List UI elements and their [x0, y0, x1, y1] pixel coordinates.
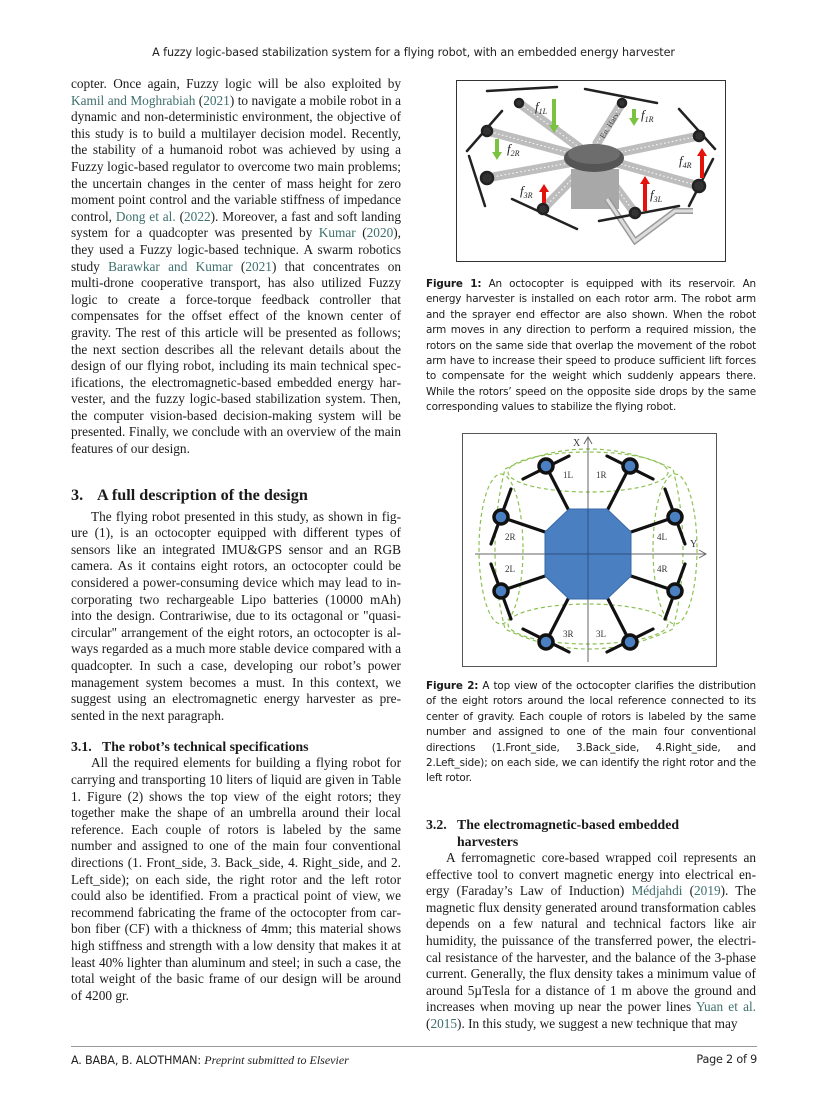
author-names: A. BABA, B. ALOTHMAN: [71, 1054, 201, 1067]
figure-2-caption [426, 679, 756, 787]
section-3-2 [426, 816, 756, 1033]
x-axis-label: X [573, 438, 581, 449]
section-3-2-heading [426, 816, 756, 850]
subsection-title-line2: harvesters [457, 834, 519, 849]
citation-link[interactable]: 2020 [366, 225, 394, 241]
label-f4r: $f_{4R}$ [679, 153, 692, 170]
rotor-4l [668, 510, 682, 524]
subsection-number: 3.1. [71, 739, 92, 755]
citation-link[interactable]: Kamil and Moghrabiah [71, 92, 196, 108]
figure-1-caption-text: An octocopter is equipped with its reservoir. An energy harvester is installed on each rotor arm. The robot arm and the sprayer end effector are also shown. When the robot arm moves in any direction to perform a required mission, the rotors on the same side that overlap the movement of the robot arm have to increase their speed to produce sufficient lift forces to compensate for the weight which suddenly appears there. While the rotors’ speed on the opposite side drops by the same corresponding values to stabilize the flying robot. [426, 278, 756, 414]
label-2r: 2R [505, 532, 516, 542]
subsection-title-line1: The electromagnetic-based embedded [457, 817, 679, 832]
rotor-2l [494, 584, 508, 598]
rotor-1r [623, 459, 637, 473]
label-4r: 4R [657, 564, 668, 574]
rotor-3l [623, 635, 637, 649]
y-axis-label: Y [690, 539, 698, 550]
text-run: ( [426, 1015, 431, 1031]
label-f3l: $f_{3L}$ [650, 187, 663, 204]
text-run: ( [195, 92, 204, 108]
text-run: ( [175, 208, 185, 224]
text-run: ( [355, 225, 367, 241]
text-run: ( [232, 258, 246, 274]
arrow-f1r-down [629, 109, 639, 126]
figure-2-label: Figure 2: [426, 680, 479, 692]
footer-divider [71, 1046, 757, 1047]
figure-2-image [462, 433, 717, 667]
label-3r: 3R [563, 629, 574, 639]
label-f1r: $f_{1R}$ [641, 107, 654, 124]
section-3-1-paragraph: All the required elements for building a flying robot for carrying and transporting 10 liters of liquid are given in Table 1. Figure (2) shows the top view of the eight rotors; they together make the shape of an umbrella around their local reference. Each couple of rotors is labeled by the same number and assigned to one of the main four conventional directions (1. Front_side, 3. Back_side, 4. Right_side, and 2. Left_side); on each side, the right rotor and the left rotor could also be identified. From a practical point of view, we recommend fabricating the frame of the octocopter from carbon fiber (CF) with a thickness of 4mm; this material shows high stiffness and strength with a low density that makes it at least 40% lighter than aluminum and steel; in such a case, the total weight of the basic frame of our design will be around of 4200 gr. [71, 755, 401, 1003]
footer-authors [71, 1053, 349, 1068]
label-3l: 3L [596, 629, 606, 639]
arrow-f2r-down [492, 139, 502, 160]
citation-link[interactable]: 2021 [203, 92, 230, 108]
label-4l: 4L [657, 532, 667, 542]
label-1l: 1L [563, 470, 573, 480]
citation-link[interactable]: Barawkar and Kumar [108, 258, 233, 274]
text-run: ), they used a Fuzzy logic-based technique. A swarm robotics study [71, 225, 401, 274]
citation-link[interactable]: Dong et al. [115, 208, 176, 224]
octocopter-illustration [457, 81, 724, 260]
figure-1-caption [426, 277, 756, 416]
section-3-1-heading [71, 738, 401, 755]
label-energy-harvester: En. Harv. [598, 109, 622, 141]
section-number: 3. [71, 485, 84, 504]
left-column [71, 76, 401, 1004]
text-run: ) that concentrates on multi-drone cooperative transport, has also utilized Fuzzy logic to create a force-torque feedback controller that compensates for the offset effect of the known center of gravity. The rest of this article will be presented as follows; the next section describes all the relevant details about the design of our flying robot, including its main technical specifications, the electromagnetic-based embedded energy harvester, and the fuzzy logic-based stabilization system. Then, the computer vision-based decision-making system will be presented. Finally, we conclude with an overview of the main features of our design. [71, 258, 401, 457]
citation-link[interactable]: 2015 [430, 1015, 458, 1031]
text-run: ). The magnetic flux density generated around transformation cables depends on a few natural and technical factors like air humidity, the puissance of the transferred power, the electrical resistance of the harvester, and the balance of the 3-phase current. Generally, the flux density takes a minimum value of around 5µTesla for a distance of 1 m above the ground and increases when moving up near the power lines [426, 883, 756, 1015]
text-run: ( [682, 883, 695, 899]
text-run: ). Moreover, a fast and soft landing system for a quadcopter was presented by [71, 208, 401, 241]
citation-link[interactable]: Yuan et al. [695, 999, 756, 1015]
subsection-title: The robot’s technical specifications [102, 739, 309, 755]
citation-link[interactable]: 2019 [694, 883, 721, 899]
label-1r: 1R [596, 470, 607, 480]
rotor-4r [668, 584, 682, 598]
octocopter-top-view [463, 434, 716, 666]
section-3-paragraph: The flying robot presented in this study, as shown in figure (1), is an octocopter equipped with different types of sensors like an integrated IMU&GPS sensor and an RGB camera. As it contains eight rotors, an octocopter could be considered a power-consuming device which may lead to incorporating two rechargeable Lipo batteries (10000 mAh) into the design. Contrariwise, due to its octagonal or "quasi-circular" arrangement of the eight rotors, an octocopter is always regarded as a much more stable device compared with a quadcopter. In such a case, developing our robot’s power management system becomes a must. In this context, we suggest using an electromagnetic energy harvester as presented in the next paragraph. [71, 508, 401, 723]
rotor-2r [494, 510, 508, 524]
label-f3r: $f_{3R}$ [520, 183, 533, 200]
text-run: ). In this study, we suggest a new technique that may [457, 1015, 738, 1031]
text-run: A ferromagnetic core-based wrapped coil represents an effective tool to convert magnetic energy into electrical energy (Faraday’s Law of Induction) [426, 850, 756, 899]
label-2l: 2L [505, 564, 515, 574]
citation-link[interactable]: Kumar [318, 225, 356, 241]
arrow-f3l-up [640, 176, 650, 211]
page-number: Page 2 of 9 [696, 1053, 757, 1066]
section-3-2-paragraph [426, 850, 756, 1033]
figure-2-caption-text: A top view of the octocopter clarifies the distribution of the eight rotors around the local reference connected to its center of gravity. Each couple of rotors is labeled by the same number and assigned to one of the main four conventional directions (1.Front_side, 3.Back_side, 4.Right_side, and 2.Left_side); on each side, we can identify the right rotor and the left rotor. [426, 680, 756, 785]
running-head: A fuzzy logic-based stabilization system for a flying robot, with an embedded energy harvester [152, 46, 675, 59]
venue: Preprint submitted to Elsevier [204, 1053, 349, 1067]
citation-link[interactable]: 2021 [245, 258, 272, 274]
text-run: ) to navigate a mobile robot in a dynamic and non-deterministic environment, the objective of this study is to build a multilayer decision model. Recently, the stability of a humanoid robot was achieved by using a Fuzzy logic-based regulator to overcome two main problems; the uncertain changes in the center of mass height for zero moment point control and the variable stiffness of impedance control, [71, 92, 401, 224]
citation-link[interactable]: 2022 [184, 208, 211, 224]
label-f2r: $f_{2R}$ [507, 141, 520, 158]
text-run: copter. Once again, Fuzzy logic will be also exploited by [71, 76, 401, 91]
figure-1-image [456, 80, 726, 262]
section-title: A full description of the design [97, 485, 308, 504]
subsection-number: 3.2. [426, 817, 447, 832]
rotor-3r [539, 635, 553, 649]
citation-link[interactable]: Médjahdi [631, 883, 683, 899]
figure-1-label: Figure 1: [426, 278, 482, 290]
intro-paragraph [71, 76, 401, 458]
label-f1l: $f_{1L}$ [535, 99, 548, 116]
rotor-1l [539, 459, 553, 473]
section-3-heading [71, 485, 401, 505]
